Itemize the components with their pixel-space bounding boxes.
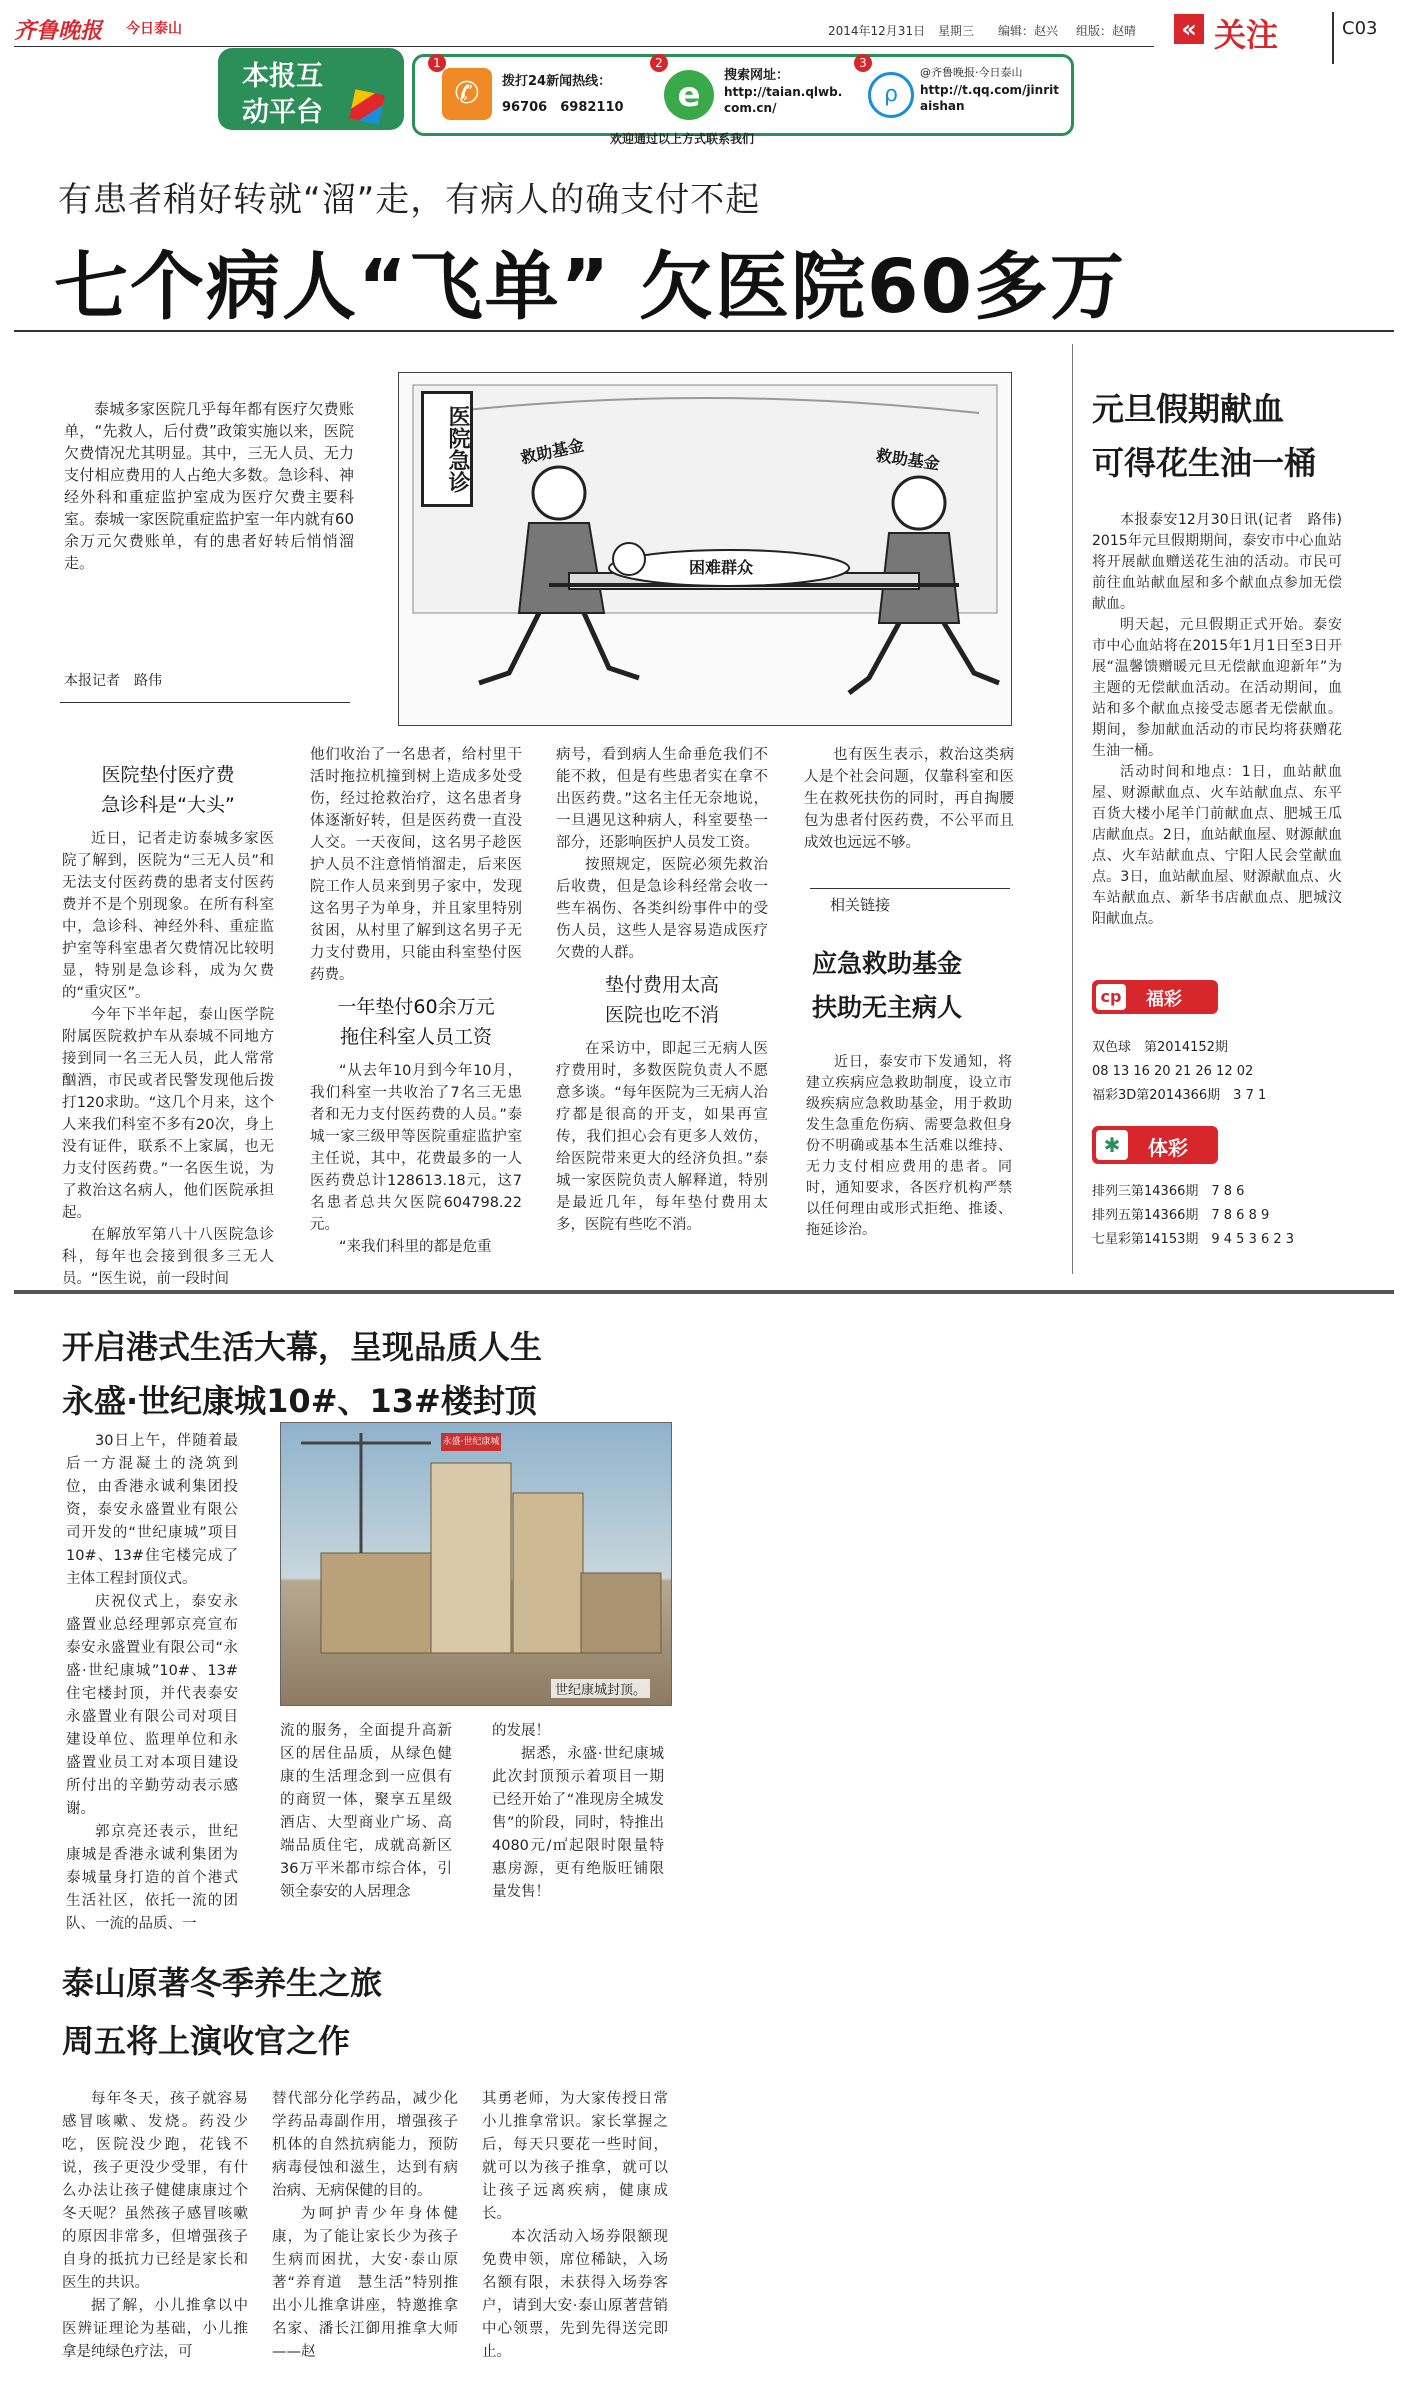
phone-icon: ✆ bbox=[442, 68, 492, 120]
blood-para-3: 活动时间和地点：1日，血站献血屋、财源献血点、火车站献血点、东平百货大楼小尾羊门前献血点、肥城王瓜店献血点。2日，血站献血屋、财源献血点、火车站献血点、宁阳人民会堂献血点。3日，血站献血屋、财源献血点、火车站献血点、新华书店献血点、肥城汶阳献血点。 bbox=[1092, 764, 1342, 927]
health-para-3: 替代部分化学药品，减少化学药品毒副作用，增强孩子机体的自然抗病能力，预防病毒侵蚀和滋生，达到有病治病、无病保健的目的。 bbox=[272, 2091, 458, 2199]
website-url[interactable]: http://taian.qlwb.com.cn/ bbox=[724, 85, 843, 115]
housing-para-5: 的发展！ bbox=[492, 1723, 550, 1739]
layout-editor: 组版：赵晴 bbox=[1076, 24, 1137, 38]
paper-logo: 齐鲁晚报 bbox=[14, 18, 103, 44]
lead-headline: 七个病人“飞单” 欠医院60多万 bbox=[54, 244, 1127, 330]
lead-summary bbox=[64, 398, 354, 574]
photo-banner-text: 永盛·世纪康城 bbox=[442, 1437, 500, 1447]
issue-weekday: 星期三 bbox=[938, 24, 975, 38]
lead-summary-text: 泰城多家医院几乎每年都有医疗欠费账单，“先救人，后付费”政策实施以来，医院欠费情况尤其明显。其中，三无人员、无力支付相应费用的人占绝大多数。急诊科、神经外科和重症监护室成为医疗欠费主要科室。泰城一家医院重症监护室一年内就有60余万元欠费账单，有的患者好转后悄悄溜走。 bbox=[64, 400, 354, 572]
ticai-badge bbox=[1092, 1126, 1218, 1164]
website-label: 搜索网址： bbox=[724, 68, 790, 83]
related-label: 相关链接 bbox=[830, 896, 891, 914]
hotline-item bbox=[433, 56, 652, 128]
issue-date: 2014年12月31日 bbox=[828, 24, 926, 38]
health-para-4: 为呵护青少年身体健康，为了能让家长少为孩子生病而困扰，大安·泰山原著“养育道 慧生活”特别推出小儿推拿讲座，特邀推拿名家、潘长江御用推拿大师——赵 bbox=[272, 2206, 458, 2360]
housing-col-3 bbox=[492, 1720, 664, 1904]
housing-photo-svg bbox=[281, 1423, 671, 1705]
fucai-badge bbox=[1092, 980, 1218, 1014]
housing-para-2: 庆祝仪式上，泰安永盛置业总经理郭京亮宣布泰安永盛置业有限公司“永盛·世纪康城”10#、13#住宅楼封顶，并代表泰安永盛置业有限公司对项目建设单位、监理单位和永盛置业员工对本项目建设所付出的辛勤劳动表示感谢。 bbox=[66, 1594, 238, 1817]
related-rule bbox=[810, 888, 1010, 889]
col1-para-3: 在解放军第八十八医院急诊科，每年也会接到很多三无人员。“医生说，前一段时间 bbox=[62, 1227, 274, 1287]
ticai-results bbox=[1092, 1180, 1382, 1252]
housing-para-6: 据悉，永盛·世纪康城此次封顶预示着项目一期已经开始了“准现房全城发售”的阶段，同时，特推出4080元/㎡起限时限量特惠房源，更有绝版旺铺限量发售！ bbox=[492, 1746, 664, 1900]
col3-para-1: 病号，看到病人生命垂危我们不能不救，但是有些患者实在拿不出医药费。”这名主任无奈地说，一旦遇见这种病人，科室要垫一部分，还影响医护人员发工资。 bbox=[556, 747, 768, 851]
fund-right-text: 救助基金 bbox=[874, 445, 941, 474]
masthead bbox=[14, 12, 1394, 54]
banner-title-line2: 动平台 bbox=[242, 97, 323, 128]
website-item bbox=[655, 56, 854, 128]
hotline-number: 96706 6982110 bbox=[502, 100, 624, 115]
housing-headline: 开启港式生活大幕，呈现品质人生 永盛·世纪康城10#、13#楼封顶 bbox=[62, 1328, 543, 1420]
ticai-line: 排列三第14366期 7 8 6 bbox=[1092, 1184, 1245, 1199]
ticai-line: 七星彩第14153期 9 4 5 3 6 2 3 bbox=[1092, 1232, 1295, 1247]
cartoon-stretcher-label: 困难群众 bbox=[689, 558, 754, 577]
header-rule bbox=[14, 46, 1154, 47]
subhead-2: 一年垫付60余万元 拖住科室人员工资 bbox=[337, 996, 495, 1048]
banner-title-box bbox=[218, 48, 404, 130]
subhead-3: 垫付费用太高 医院也吃不消 bbox=[604, 974, 719, 1026]
number-badge-2: 2 bbox=[650, 54, 668, 72]
housing-para-1: 30日上午，伴随着最后一方混凝土的浇筑到位，由香港永诚利集团投资，泰安永盛置业有限公司开发的“世纪康城”项目10#、13#住宅楼完成了主体工程封顶仪式。 bbox=[66, 1433, 238, 1587]
weibo-url[interactable]: http://t.qq.com/jinritaishan bbox=[920, 83, 1059, 113]
col4-para-1: 也有医生表示，救治这类病人是个社会问题，仅靠科室和医生在救死扶伤的同时，再自掏腰包为患者付医药费，不公平而且成效也远远不够。 bbox=[804, 747, 1014, 851]
health-headline: 泰山原著冬季养生之旅 周五将上演收官之作 bbox=[62, 1964, 383, 2060]
fucai-line: 福彩3D第2014366期 3 7 1 bbox=[1092, 1088, 1267, 1103]
ticai-line: 排列五第14366期 7 8 6 8 9 bbox=[1092, 1208, 1270, 1223]
number-badge-3: 3 bbox=[854, 54, 872, 72]
edition-name: 今日泰山 bbox=[126, 21, 182, 37]
lead-top-rule bbox=[14, 330, 1394, 332]
weibo-item bbox=[859, 56, 1064, 128]
col3-para-3: 在采访中，即起三无病人医疗费用时，多数医院负责人不愿意多谈。“每年医院为三无病人治疗都是很高的开支，如果再宣传，我们担心会有更多人效仿，给医院带来更大的经济负担。”泰城一家医院负责人解释道，特别是最近几年，每年垫付费用太多，医院有些吃不消。 bbox=[556, 1041, 768, 1233]
weibo-icon: ρ bbox=[868, 72, 914, 118]
photo-caption: 世纪康城封顶。 bbox=[551, 1679, 650, 1698]
cartoon-svg bbox=[399, 373, 1011, 725]
col2-para-3: “来我们科里的都是危重 bbox=[339, 1239, 492, 1255]
byline-rule bbox=[60, 702, 350, 703]
blood-headline: 元旦假期献血 可得花生油一桶 bbox=[1092, 390, 1317, 482]
blood-para-1: 本报泰安12月30日讯(记者 路伟) 2015年元旦假期期间，泰安市中心血站将开展献血赠送花生油的活动。市民可前往血站献血屋和多个献血点参加无偿献血。 bbox=[1092, 512, 1356, 612]
health-col-1 bbox=[62, 2088, 248, 2364]
number-badge-1: 1 bbox=[428, 54, 446, 72]
health-col-3 bbox=[482, 2088, 668, 2364]
hotline-label: 拨打24新闻热线： bbox=[502, 74, 612, 89]
banner-footer: 欢迎通过以上方式联系我们 bbox=[610, 132, 755, 146]
col1-para-2: 今年下半年起，泰山医学院附属医院救护车从泰城不同地方接到同一名三无人员，此人常常酗酒，市民或者民警发现他后拨打120求助。“这几个月来，这个人来我们科室不多有20次，身上没有证件，联系不上家属，也无力支付医药费。”一名医生说，为了救治这名病人，他们医院承担起。 bbox=[62, 1007, 274, 1221]
page-number: C03 bbox=[1342, 18, 1378, 39]
fucai-line: 双色球 第2014152期 bbox=[1092, 1040, 1228, 1055]
col3-para-2: 按照规定，医院必须先救治后收费，但是急诊科经常会收一些车祸伤、各类纠纷事件中的受伤人员，这些人是容易造成医疗欠费的人群。 bbox=[556, 857, 768, 961]
ticai-logo-icon: ✱ bbox=[1096, 1130, 1128, 1160]
blood-para-2: 明天起，元旦假期正式开始。泰安市中心血站将在2015年1月1日至3日开展“温馨馈赠暖元旦无偿献血迎新年”为主题的无偿献血活动。在活动期间，血站和多个献血点接受志愿者无偿献血。期间，参加献血活动的市民均将获赠花生油一桶。 bbox=[1092, 617, 1342, 759]
housing-col-1 bbox=[66, 1430, 238, 1936]
banner-title-line1: 本报互 bbox=[242, 61, 323, 92]
lead-kicker: 有患者稍好转就“溜”走，有病人的确支付不起 bbox=[58, 180, 761, 220]
ticai-label: 体彩 bbox=[1148, 1136, 1188, 1160]
section-divider bbox=[14, 1290, 1394, 1294]
cartoon-hospital-sign bbox=[421, 391, 473, 507]
col2-para-1: 他们收治了一名患者，给村里干活时拖拉机撞到树上造成多处受伤，经过抢救治疗，这名患者身体逐渐好转，但是医药费一直没人交。一天夜间，这名男子趁医护人员不注意悄悄溜走，后来医院工作人员来到男子家中，发现这名男子为单身，并且家里特别贫困，从村里了解到这名男子无力支付费用，只能由科室垫付医药费。 bbox=[310, 747, 522, 983]
editor: 编辑：赵兴 bbox=[998, 24, 1059, 38]
lead-col-4 bbox=[804, 744, 1014, 854]
health-col-2 bbox=[272, 2088, 458, 2364]
interactive-banner bbox=[218, 48, 1070, 144]
housing-col-2 bbox=[280, 1720, 452, 1904]
related-headline: 应急救助基金 扶助无主病人 bbox=[812, 949, 963, 1022]
col2-para-2: “从去年10月到今年10月，我们科室一共收治了7名三无患者和无力支付医药费的人员。”泰城一家三级甲等医院重症监护室主任说，其中，花费最多的一人医药费总计128613.18元，这7名患者总共欠医院604798.22元。 bbox=[310, 1063, 522, 1233]
related-body-text: 近日，泰安市下发通知，将建立疾病应急救助制度，设立市级疾病应急救助基金，用于救助发生急重危伤病、需要急救但身份不明确或基本生活难以维持、无力支付相应费用的患者。同时，通知要求，各医疗机构严禁以任何理由或形式拒绝、推诿、拖延诊治。 bbox=[806, 1054, 1012, 1238]
col1-para-1: 近日，记者走访泰城多家医院了解到，医院为“三无人员”和无法支付医药费的患者支付医药费并不是个别现象。在所有科室中，急诊科、神经外科、重症监护室等科室患者欠费情况比较明显，特别是急诊科，成为欠费的“重灾区”。 bbox=[62, 831, 274, 1001]
hospital-sign-text: 医院急诊 bbox=[445, 405, 470, 493]
blood-body bbox=[1092, 510, 1356, 930]
browser-icon: e bbox=[664, 70, 714, 120]
fucai-line: 08 13 16 20 21 26 12 02 bbox=[1092, 1064, 1254, 1079]
weibo-label: @齐鲁晚报·今日泰山 bbox=[920, 66, 1023, 79]
lead-col-2 bbox=[310, 744, 522, 1258]
related-body bbox=[806, 1052, 1012, 1241]
cartoon-illustration bbox=[398, 372, 1012, 726]
health-para-5: 其勇老师，为大家传授日常小儿推拿常识。家长掌握之后，每天只要花一些时间，就可以为孩子推拿，就可以让孩子远离疾病，健康成长。 bbox=[482, 2091, 668, 2222]
lead-col-3 bbox=[556, 744, 768, 1236]
fund-left-text: 救助基金 bbox=[518, 435, 586, 468]
cube-icon bbox=[349, 89, 385, 125]
fucai-logo-icon: cp bbox=[1096, 984, 1126, 1010]
housing-para-4: 流的服务，全面提升高新区的居住品质，从绿色健康的生活理念到一应俱有的商贸一体，聚享五星级酒店、大型商业广场、高端品质住宅，成就高新区36万平米都市综合体，引领全泰安的人居理念 bbox=[280, 1723, 452, 1900]
health-para-1: 每年冬天，孩子就容易感冒咳嗽、发烧。药没少吃，医院没少跑，花钱不说，孩子更没少受罪，有什么办法让孩子健健康康过个冬天呢？虽然孩子感冒咳嗽的原因非常多，但增强孩子自身的抵抗力已经是家长和医生的共识。 bbox=[62, 2091, 248, 2291]
lead-byline: 本报记者 路伟 bbox=[64, 673, 162, 689]
subhead-1: 医院垫付医疗费 急诊科是“大头” bbox=[101, 764, 235, 816]
fucai-label: 福彩 bbox=[1146, 989, 1182, 1010]
section-title: 关注 bbox=[1214, 16, 1279, 54]
header-divider bbox=[1332, 12, 1334, 64]
section-chevron-icon: « bbox=[1174, 14, 1204, 44]
fucai-results bbox=[1092, 1036, 1372, 1108]
right-column-divider bbox=[1072, 344, 1073, 1274]
housing-para-3: 郭京亮还表示，世纪康城是香港永诚利集团为泰城量身打造的首个港式生活社区，依托一流的团队、一流的品质、一 bbox=[66, 1824, 238, 1932]
health-para-6: 本次活动入场券限额现免费申领，席位稀缺，入场名额有限，未获得入场券客户，请到大安·泰山原著营销中心领票，先到先得送完即止。 bbox=[482, 2229, 668, 2360]
health-para-2: 据了解，小儿推拿以中医辨证理论为基础，小儿推拿是纯绿色疗法，可 bbox=[62, 2298, 248, 2360]
lead-col-1 bbox=[62, 754, 274, 1290]
housing-photo bbox=[280, 1422, 672, 1706]
